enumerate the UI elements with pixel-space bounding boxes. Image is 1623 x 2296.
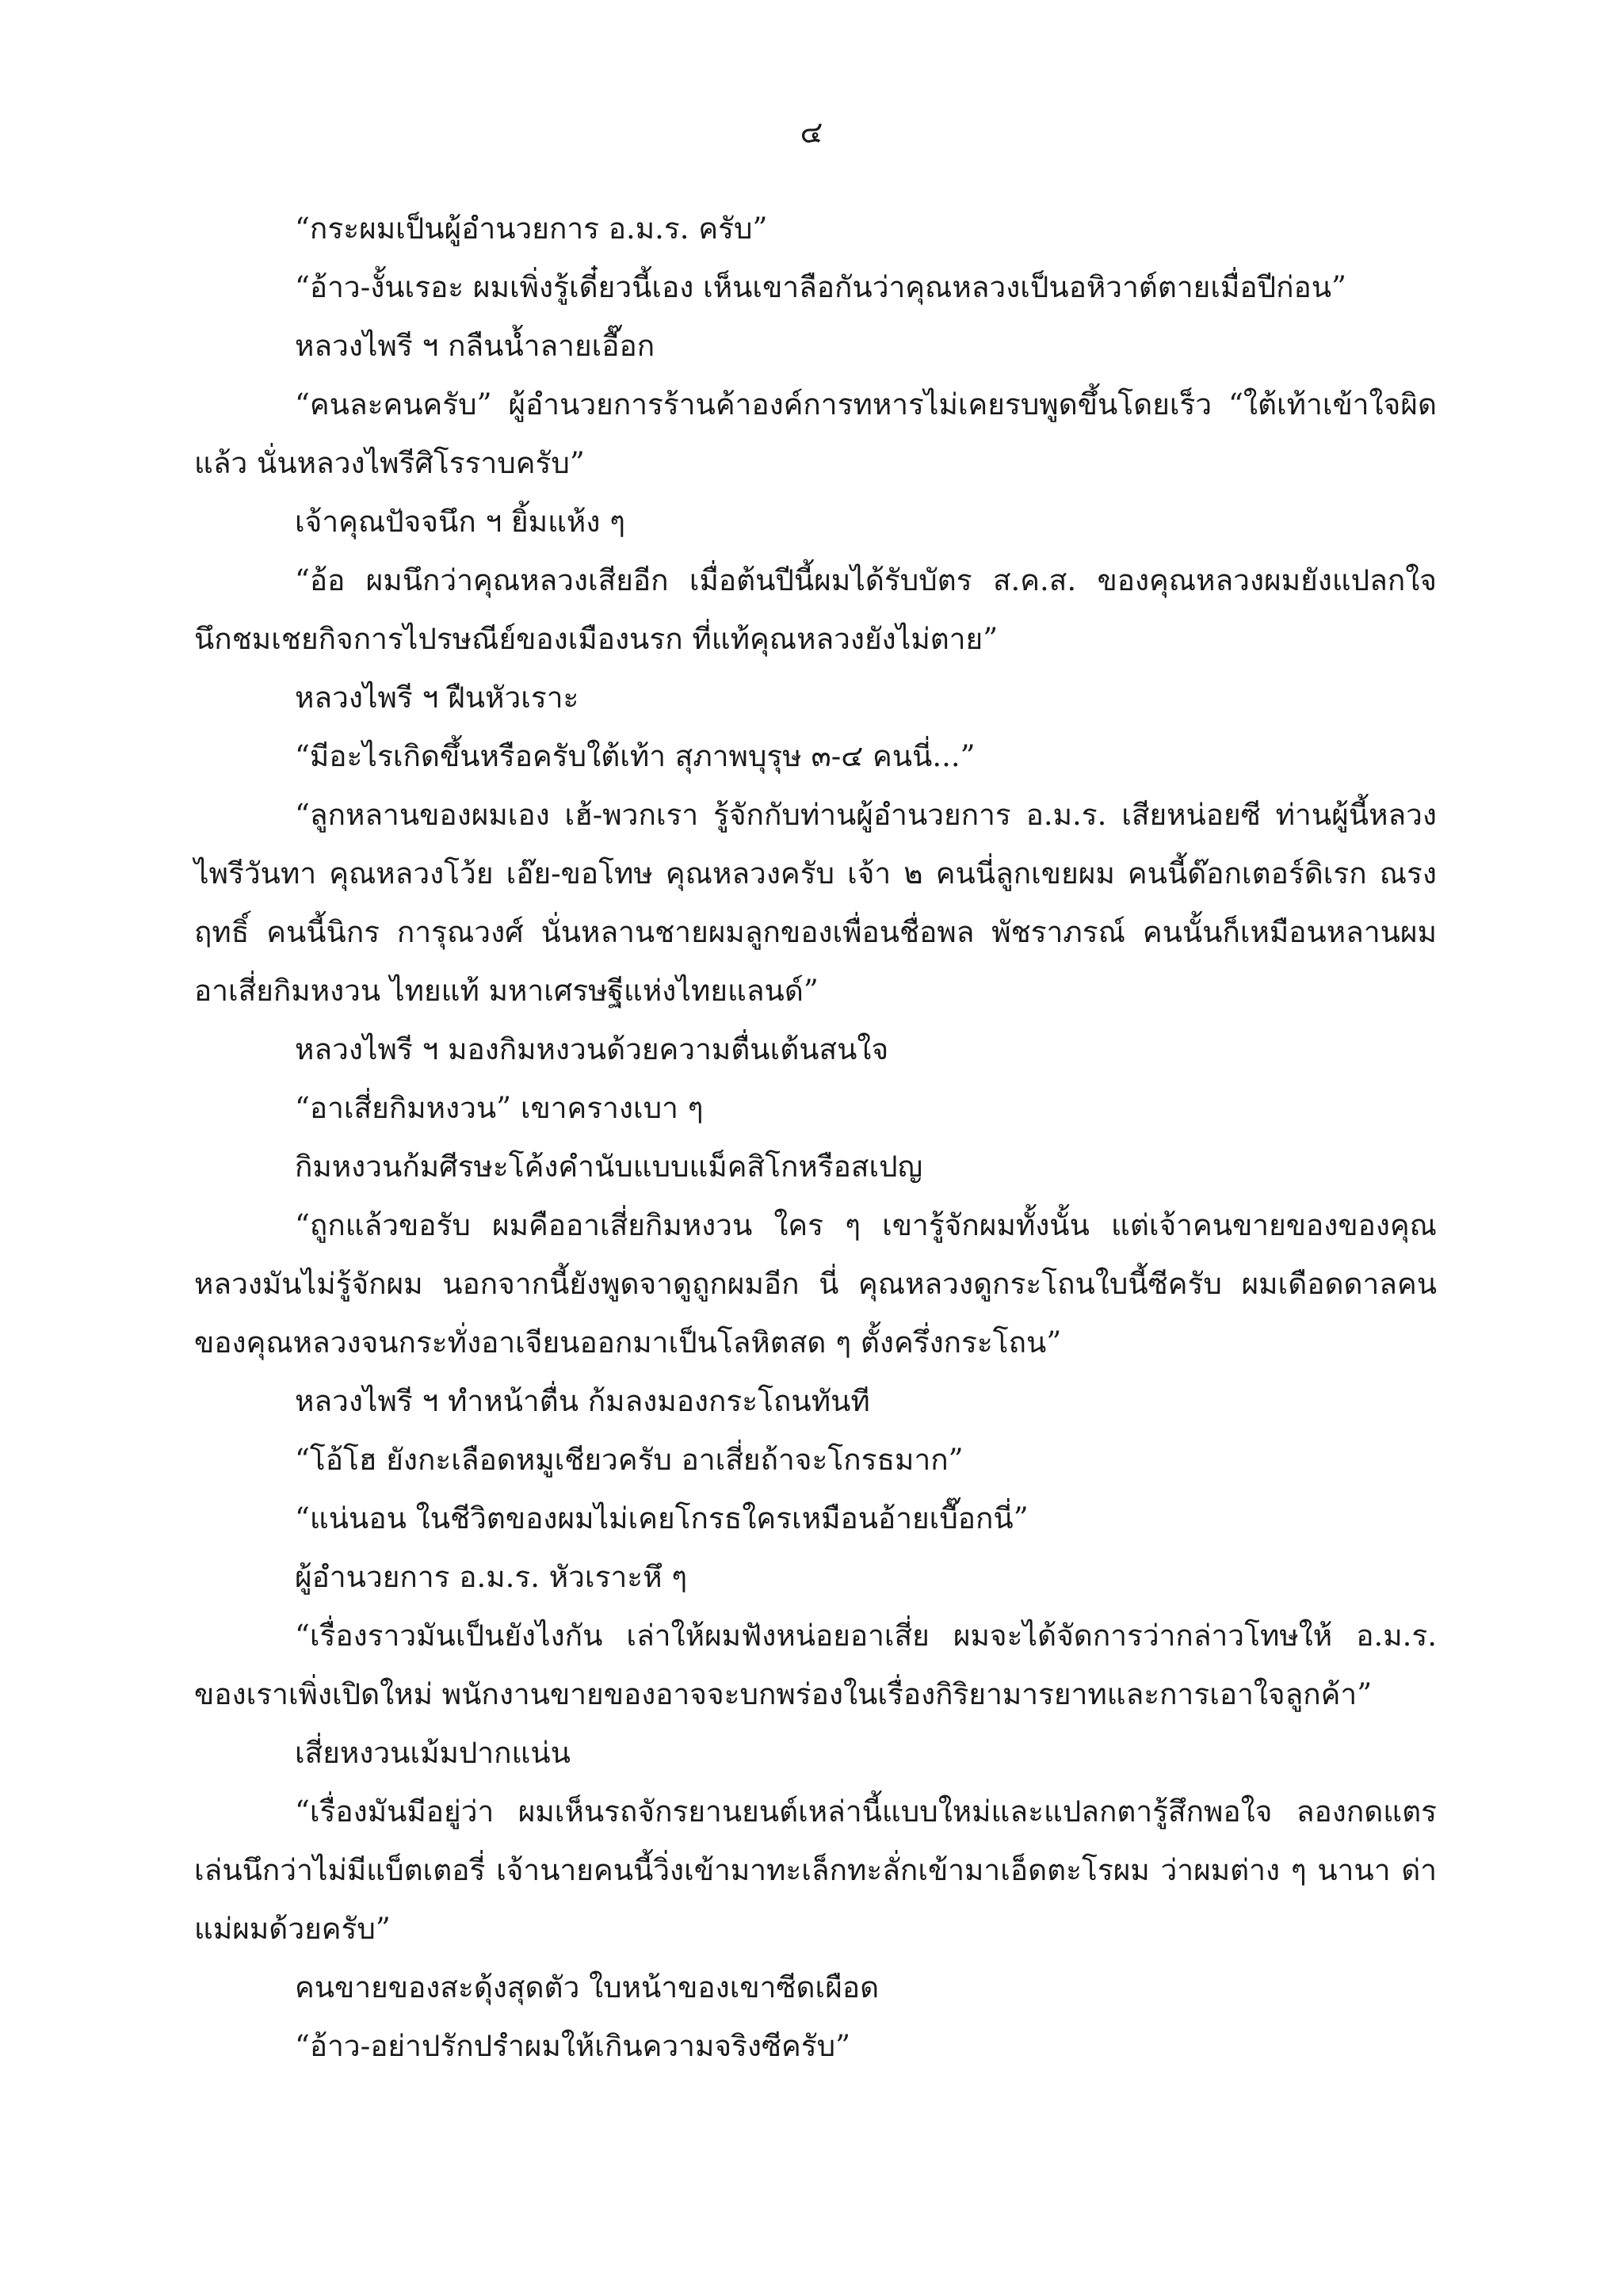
page-number: ๔ (800, 115, 823, 150)
paragraph: หลวงไพรี ฯ ทำหน้าตื่น ก้มลงมองกระโถนทันที (295, 1384, 870, 1418)
document-body (194, 200, 1437, 2076)
paragraph: “โอ้โฮ ยังกะเลือดหมูเชียวครับ อาเสี่ยถ้าจะโกรธมาก” (295, 1443, 964, 1477)
paragraph: หลวงไพรี ฯ กลืนน้ำลายเอื๊อก (295, 329, 655, 363)
paragraph: “ถูกแล้วขอรับ ผมคืออาเสี่ยกิมหงวน ใคร ๆ เขารู้จักผมทั้งนั้น แต่เจ้าคนขายของของคุณหลวงมันไม่รู้จักผม นอกจากนี้ยังพูดจาดูถูกผมอีก นี่ คุณหลวงดูกระโถนใบนี้ซีครับ ผมเดือดดาลคนของคุณหลวงจนกระทั่งอาเจียนออกมาเป็นโลหิตสด ๆ ตั้งครึ่งกระโถน” (194, 1208, 1437, 1360)
paragraph: หลวงไพรี ฯ มองกิมหงวนด้วยความตื่นเต้นสนใจ (295, 1032, 889, 1066)
paragraph: “กระผมเป็นผู้อำนวยการ อ.ม.ร. ครับ” (295, 212, 768, 246)
paragraph: หลวงไพรี ฯ ฝืนหัวเราะ (295, 681, 579, 715)
paragraph: “คนละคนครับ” ผู้อำนวยการร้านค้าองค์การทหารไม่เคยรบพูดขึ้นโดยเร็ว “ใต้เท้าเข้าใจผิดแล้ว นั่นหลวงไพรีศิโรราบครับ” (194, 387, 1437, 480)
paragraph: “ลูกหลานของผมเอง เฮ้-พวกเรา รู้จักกับท่านผู้อำนวยการ อ.ม.ร. เสียหน่อยซี ท่านผู้นี้หลวงไพรีวันทา คุณหลวงโว้ย เอ๊ย-ขอโทษ คุณหลวงครับ เจ้า ๒ คนนี่ลูกเขยผม คนนี้ด๊อกเตอร์ดิเรก ณรงฤทธิ์ คนนี้นิกร การุณวงศ์ นั่นหลานชายผมลูกของเพื่อนชื่อพล พัชราภรณ์ คนนั้นก็เหมือนหลานผม อาเสี่ยกิมหงวน ไทยแท้ มหาเศรษฐีแห่งไทยแลนด์” (194, 798, 1437, 1008)
paragraph: เสี่ยหงวนเม้มปากแน่น (295, 1736, 571, 1770)
paragraph: คนขายของสะดุ้งสุดตัว ใบหน้าของเขาซีดเผือด (295, 1970, 880, 2004)
paragraph: “อ้อ ผมนึกว่าคุณหลวงเสียอีก เมื่อต้นปีนี้ผมได้รับบัตร ส.ค.ส. ของคุณหลวงผมยังแปลกใจ นึกชมเชยกิจการไปรษณีย์ของเมืองนรก ที่แท้คุณหลวงยังไม่ตาย” (194, 563, 1437, 656)
paragraph: “อ้าว-อย่าปรักปรำผมให้เกินความจริงซีครับ” (295, 2029, 851, 2063)
paragraph: “มีอะไรเกิดขึ้นหรือครับใต้เท้า สุภาพบุรุษ ๓-๔ คนนี่...” (295, 739, 976, 773)
paragraph: ผู้อำนวยการ อ.ม.ร. หัวเราะหึ ๆ (295, 1560, 688, 1594)
paragraph: “เรื่องราวมันเป็นยังไงกัน เล่าให้ผมฟังหน่อยอาเสี่ย ผมจะได้จัดการว่ากล่าวโทษให้ อ.ม.ร. ของเราเพิ่งเปิดใหม่ พนักงานขายของอาจจะบกพร่องในเรื่องกิริยามารยาทและการเอาใจลูกค้า” (194, 1619, 1437, 1711)
paragraph: “เรื่องมันมีอยู่ว่า ผมเห็นรถจักรยานยนต์เหล่านี้แบบใหม่และแปลกตารู้สึกพอใจ ลองกดแตรเล่นนึกว่าไม่มีแบ็ตเตอรี่ เจ้านายคนนี้วิ่งเข้ามาทะเล็กทะลั่กเข้ามาเอ็ดตะโรผม ว่าผมต่าง ๆ นานา ด่าแม่ผมด้วยครับ” (194, 1794, 1437, 1946)
paragraph: กิมหงวนก้มศีรษะโค้งคำนับแบบแม็คสิโกหรือสเปญ (295, 1150, 923, 1184)
paragraph: “อ้าว-งั้นเรอะ ผมเพิ่งรู้เดี๋ยวนี้เอง เห็นเขาลือกันว่าคุณหลวงเป็นอหิวาต์ตายเมื่อปีก่อน” (295, 270, 1346, 304)
paragraph: “อาเสี่ยกิมหงวน” เขาครางเบา ๆ (295, 1091, 704, 1125)
paragraph: เจ้าคุณปัจจนึก ฯ ยิ้มแห้ง ๆ (295, 505, 626, 539)
paragraph: “แน่นอน ในชีวิตของผมไม่เคยโกรธใครเหมือนอ้ายเบื๊อกนี่” (295, 1501, 1029, 1535)
